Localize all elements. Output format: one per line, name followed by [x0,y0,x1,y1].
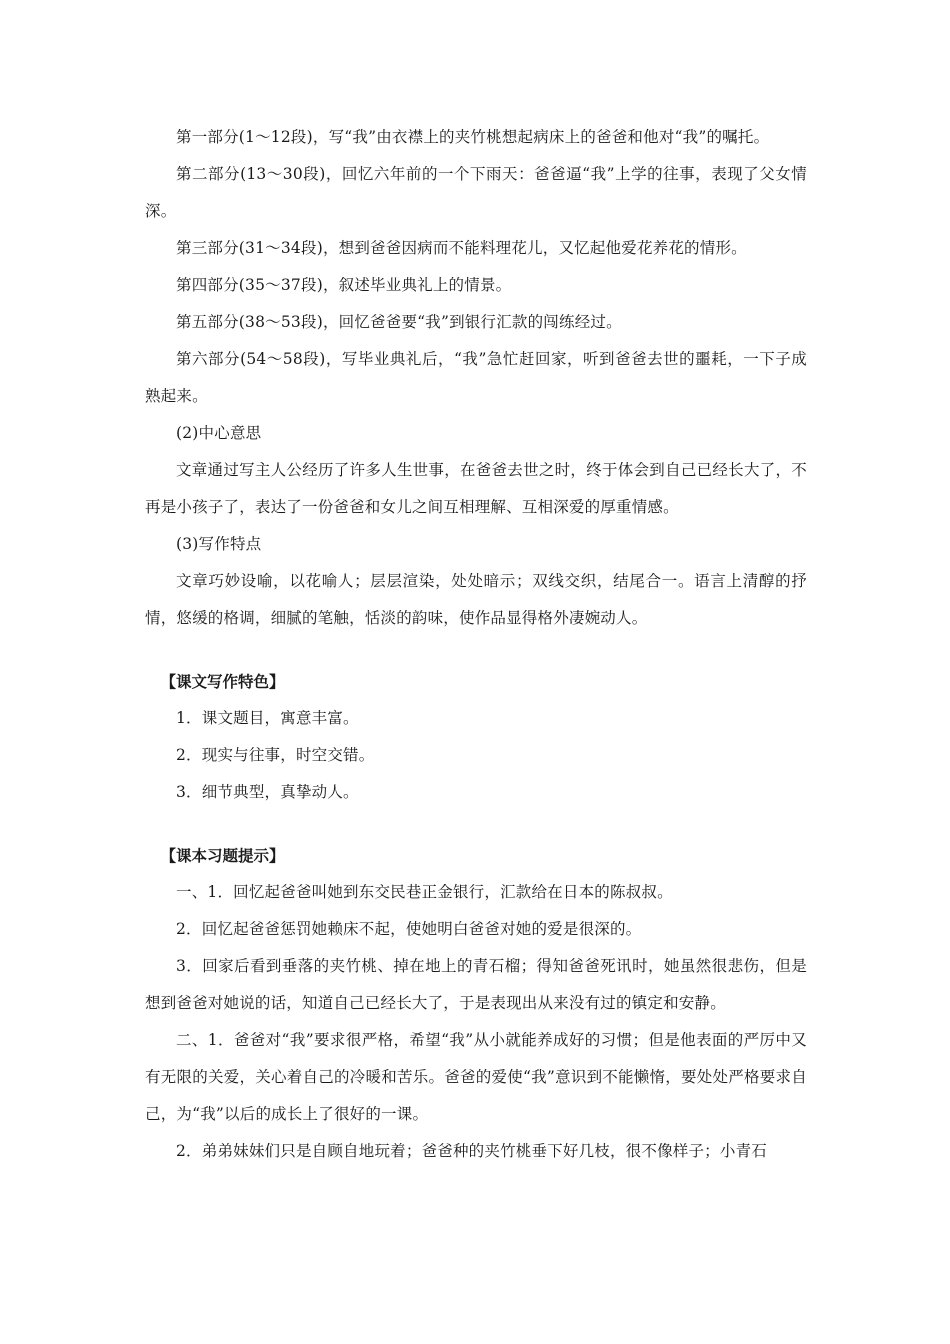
exercise-hint-item-4: 二、1．爸爸对“我”要求很严格，希望“我”从小就能养成好的习惯；但是他表面的严厉中又有无限的关爱，关心着自己的冷暖和苦乐。爸爸的爱使“我”意识到不能懒惰，要处处严格要求自己，为“我”以后的成长上了很好的一课。 [145,1031,807,1123]
structure-part-4: 第四部分(35～37段)，叙述毕业典礼上的情景。 [176,276,512,294]
text-features-heading: 【课文写作特色】 [160,672,285,691]
document-page [145,119,807,1170]
exercise-hint-item-2: 2．回忆起爸爸惩罚她赖床不起，使她明白爸爸对她的爱是很深的。 [176,920,642,938]
central-idea-text: 文章通过写主人公经历了许多人生世事，在爸爸去世之时，终于体会到自己已经长大了，不再是小孩子了，表达了一份爸爸和女儿之间互相理解、互相深爱的厚重情感。 [145,461,807,516]
section-spacer [145,637,807,663]
exercise-hints-heading: 【课本习题提示】 [160,846,285,865]
text-feature-item-1: 1．课文题目，寓意丰富。 [176,709,359,727]
writing-features-text: 文章巧妙设喻，以花喻人；层层渲染，处处暗示；双线交织，结尾合一。语言上清醇的抒情，悠缓的格调，细腻的笔触，恬淡的韵味，使作品显得格外凄婉动人。 [145,572,807,627]
structure-part-5: 第五部分(38～53段)，回忆爸爸要“我”到银行汇款的闯练经过。 [176,313,622,331]
exercise-hint-item-1: 一、1．回忆起爸爸叫她到东交民巷正金银行，汇款给在日本的陈叔叔。 [176,883,673,901]
structure-part-3: 第三部分(31～34段)，想到爸爸因病而不能料理花儿，又忆起他爱花养花的情形。 [176,239,747,257]
structure-part-1: 第一部分(1～12段)，写“我”由衣襟上的夹竹桃想起病床上的爸爸和他对“我”的嘱托。 [176,128,770,146]
exercise-hint-item-3: 3．回家后看到垂落的夹竹桃、掉在地上的青石榴；得知爸爸死讯时，她虽然很悲伤，但是想到爸爸对她说的话，知道自己已经长大了，于是表现出从来没有过的镇定和安静。 [145,957,807,1012]
section-spacer [145,811,807,837]
writing-features-title: (3)写作特点 [176,535,262,553]
exercise-hint-item-5: 2．弟弟妹妹们只是自顾自地玩着；爸爸种的夹竹桃垂下好几枝，很不像样子；小青石 [176,1142,767,1160]
central-idea-title: (2)中心意思 [176,424,262,442]
structure-part-2: 第二部分(13～30段)，回忆六年前的一个下雨天：爸爸逼“我”上学的往事，表现了父女情深。 [145,165,807,220]
structure-part-6: 第六部分(54～58段)，写毕业典礼后，“我”急忙赶回家，听到爸爸去世的噩耗，一下子成熟起来。 [145,350,807,405]
text-feature-item-2: 2．现实与往事，时空交错。 [176,746,375,764]
text-feature-item-3: 3．细节典型，真挚动人。 [176,783,359,801]
